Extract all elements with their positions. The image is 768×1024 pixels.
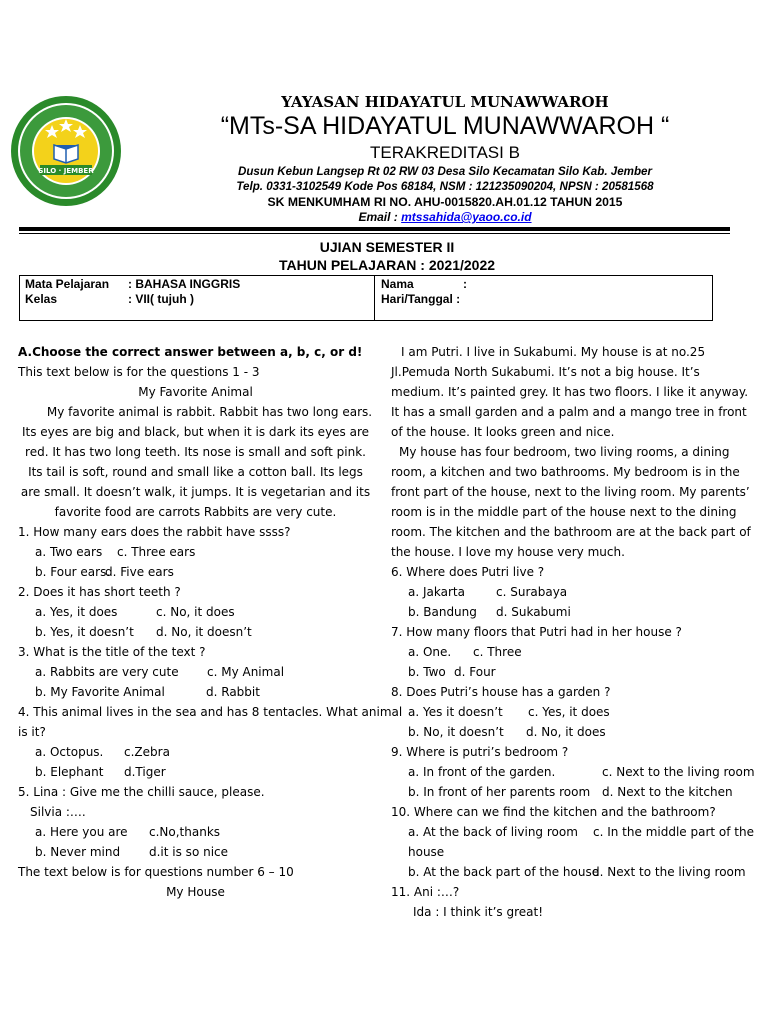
option-b[interactable]: b. Yes, it doesn’t	[35, 625, 134, 639]
question-11: 11. Ani :…?	[391, 885, 460, 899]
option-d[interactable]: d.Tiger	[124, 765, 166, 779]
question-9-options-row2	[391, 782, 751, 802]
option-c[interactable]: c. No, it does	[156, 605, 235, 619]
date-label: Hari/Tanggal :	[381, 292, 461, 306]
school-contact: Telp. 0331-3102549 Kode Pos 68184, NSM : 121235090204, NPSN : 20581568	[236, 180, 654, 193]
option-c[interactable]: c. Surabaya	[496, 585, 568, 599]
question-2-options-row2	[18, 622, 373, 642]
option-c[interactable]: c. Three ears	[117, 545, 196, 559]
option-b[interactable]: b. Never mind	[35, 845, 121, 859]
option-a[interactable]: a. In front of the garden.	[408, 765, 556, 779]
question-5-options-row2	[18, 842, 373, 862]
option-d[interactable]: d. No, it does	[526, 725, 606, 739]
question-4-options-row1	[18, 742, 373, 762]
question-4-options-row2	[18, 762, 373, 782]
question-10-options-row2	[391, 862, 751, 882]
academic-year: TAHUN PELAJARAN : 2021/2022	[278, 257, 496, 273]
question-1: 1. How many ears does the rabbit have ssss?	[18, 525, 291, 539]
question-6-options-row1	[391, 582, 751, 602]
option-a[interactable]: a. Jakarta	[408, 585, 465, 599]
question-7-options-row1	[391, 642, 751, 662]
question-11-ida: Ida : I think it’s great!	[413, 905, 544, 919]
question-8-options-row1	[391, 702, 751, 722]
school-logo	[10, 95, 122, 207]
question-9-options-row1	[391, 762, 755, 782]
option-a[interactable]: a. Yes it doesn’t	[408, 705, 503, 719]
email-link[interactable]: mtssahida@yaoo.co.id	[401, 210, 532, 224]
question-6: 6. Where does Putri live ?	[391, 565, 545, 579]
question-7: 7. How many floors that Putri had in her house ?	[391, 625, 682, 639]
question-5: 5. Lina : Give me the chilli sauce, please.	[18, 785, 265, 799]
question-10-options-row1	[391, 822, 754, 842]
question-2-options-row1	[18, 602, 373, 622]
question-1-options-row2	[18, 562, 373, 582]
text1-intro: This text below is for the questions 1 - 3	[18, 365, 260, 379]
name-colon: :	[463, 277, 467, 291]
exam-title: UJIAN SEMESTER II	[319, 239, 455, 255]
question-4-cont: is it?	[18, 725, 46, 739]
option-a[interactable]: a. One.	[408, 645, 452, 659]
header-divider-thick	[19, 227, 730, 231]
text2-paragraph-2: My house has four bedroom, two living rooms, a dining room, a kitchen and two bathrooms. My bedroom is in the front part of the house, next to the living room. My parents’ room is in the middle part of the house next to the dining room. The kitchen and the bathroom are at the back part of the house. I love my house very much.	[391, 445, 751, 559]
option-d[interactable]: d. Sukabumi	[496, 605, 571, 619]
subject-label: Mata Pelajaran	[25, 277, 110, 291]
option-b[interactable]: b. Bandung	[408, 605, 477, 619]
text1-body: My favorite animal is rabbit. Rabbit has two long ears. Its eyes are big and black, but when it is dark its eyes are red. It has two long teeth. Its nose is small and soft pink. Its tail is soft, round and small like a cotton ball. Its legs are small. It doesn’t walk, it jumps. It is vegetarian and its favorite food are carrots Rabbits are very cute.	[20, 405, 373, 519]
foundation-name: YAYASAN HIDAYATUL MUNAWWAROH	[281, 93, 609, 111]
class-label: Kelas	[25, 292, 58, 306]
option-d[interactable]: d.it is so nice	[149, 845, 229, 859]
option-b[interactable]: b. At the back part of the house	[408, 865, 600, 879]
option-b[interactable]: b. In front of her parents room	[408, 785, 591, 799]
question-8-options-row2	[391, 722, 751, 742]
option-b[interactable]: b. No, it doesn’t	[408, 725, 504, 739]
text2-title: My House	[166, 885, 225, 899]
option-d[interactable]: d. Rabbit	[206, 685, 260, 699]
instruction: A.Choose the correct answer between a, b, c, or d!	[18, 345, 363, 359]
option-b[interactable]: b. Two	[408, 665, 446, 679]
option-d[interactable]: d. Next to the living room	[592, 865, 746, 879]
email-label: Email :	[358, 210, 402, 224]
option-b[interactable]: b. My Favorite Animal	[35, 685, 165, 699]
question-3-options-row2	[18, 682, 373, 702]
option-b[interactable]: b. Elephant	[35, 765, 104, 779]
question-7-options-row2	[391, 662, 751, 682]
question-8: 8. Does Putri’s house has a garden ?	[391, 685, 611, 699]
name-label: Nama	[381, 277, 414, 291]
info-box-divider	[374, 276, 375, 320]
option-a[interactable]: a. Octopus.	[35, 745, 104, 759]
email-line	[195, 210, 695, 224]
accreditation: TERAKREDITASI B	[370, 143, 520, 162]
question-3-options-row1	[18, 662, 373, 682]
question-5-options-row1	[18, 822, 373, 842]
school-address: Dusun Kebun Langsep Rt 02 RW 03 Desa Silo Kecamatan Silo Kab. Jember	[237, 165, 653, 178]
question-1-options-row1	[18, 542, 373, 562]
option-c[interactable]: c. Three	[473, 645, 522, 659]
option-c[interactable]: c. Yes, it does	[528, 705, 610, 719]
option-d[interactable]: d. Five ears	[105, 565, 174, 579]
logo-ribbon-text: SILO · JEMBER	[38, 167, 94, 175]
question-10-option-c-cont: house	[408, 845, 445, 859]
left-column	[18, 342, 403, 902]
right-column	[391, 342, 755, 922]
text1-title: My Favorite Animal	[138, 385, 253, 399]
option-c[interactable]: c. My Animal	[207, 665, 285, 679]
text2-paragraph-1: I am Putri. I live in Sukabumi. My house is at no.25 Jl.Pemuda North Sukabumi. It’s not a big house. It’s medium. It’s painted grey. It has two floors. I like it anyway. It has a small garden and a palm and a mango tree in front of the house. It looks green and nice.	[391, 345, 749, 439]
option-a[interactable]: a. Yes, it does	[35, 605, 118, 619]
option-a[interactable]: a. Here you are	[35, 825, 128, 839]
question-10: 10. Where can we find the kitchen and the bathroom?	[391, 805, 716, 819]
option-a[interactable]: a. Rabbits are very cute	[35, 665, 179, 679]
subject-value: : BAHASA INGGRIS	[128, 277, 241, 291]
option-c[interactable]: c. Next to the living room	[602, 765, 755, 779]
option-b[interactable]: b. Four ears.	[35, 565, 111, 579]
option-c[interactable]: c.No,thanks	[149, 825, 221, 839]
question-9: 9. Where is putri’s bedroom ?	[391, 745, 569, 759]
student-info-box	[19, 275, 713, 321]
text2-intro: The text below is for questions number 6 – 10	[18, 865, 294, 879]
option-c[interactable]: c. In the middle part of the	[593, 825, 754, 839]
option-a[interactable]: a. At the back of living room	[408, 825, 578, 839]
school-name: “MTs-SA HIDAYATUL MUNAWWAROH “	[220, 112, 670, 140]
header-divider-thin	[19, 233, 730, 234]
option-a[interactable]: a. Two ears	[35, 545, 103, 559]
decree-number: SK MENKUMHAM RI NO. AHU-0015820.AH.01.12 TAHUN 2015	[267, 195, 623, 209]
option-d[interactable]: d. No, it doesn’t	[156, 625, 252, 639]
option-d[interactable]: d. Next to the kitchen	[602, 785, 733, 799]
option-d[interactable]: d. Four	[454, 665, 496, 679]
option-c[interactable]: c.Zebra	[124, 745, 170, 759]
question-4: 4. This animal lives in the sea and has 8 tentacles. What animal	[18, 705, 403, 719]
class-value: : VII( tujuh )	[128, 292, 194, 306]
question-3: 3. What is the title of the text ?	[18, 645, 206, 659]
question-2: 2. Does it has short teeth ?	[18, 585, 181, 599]
question-6-options-row2	[391, 602, 751, 622]
question-5-silvia: Silvia :….	[30, 805, 86, 819]
